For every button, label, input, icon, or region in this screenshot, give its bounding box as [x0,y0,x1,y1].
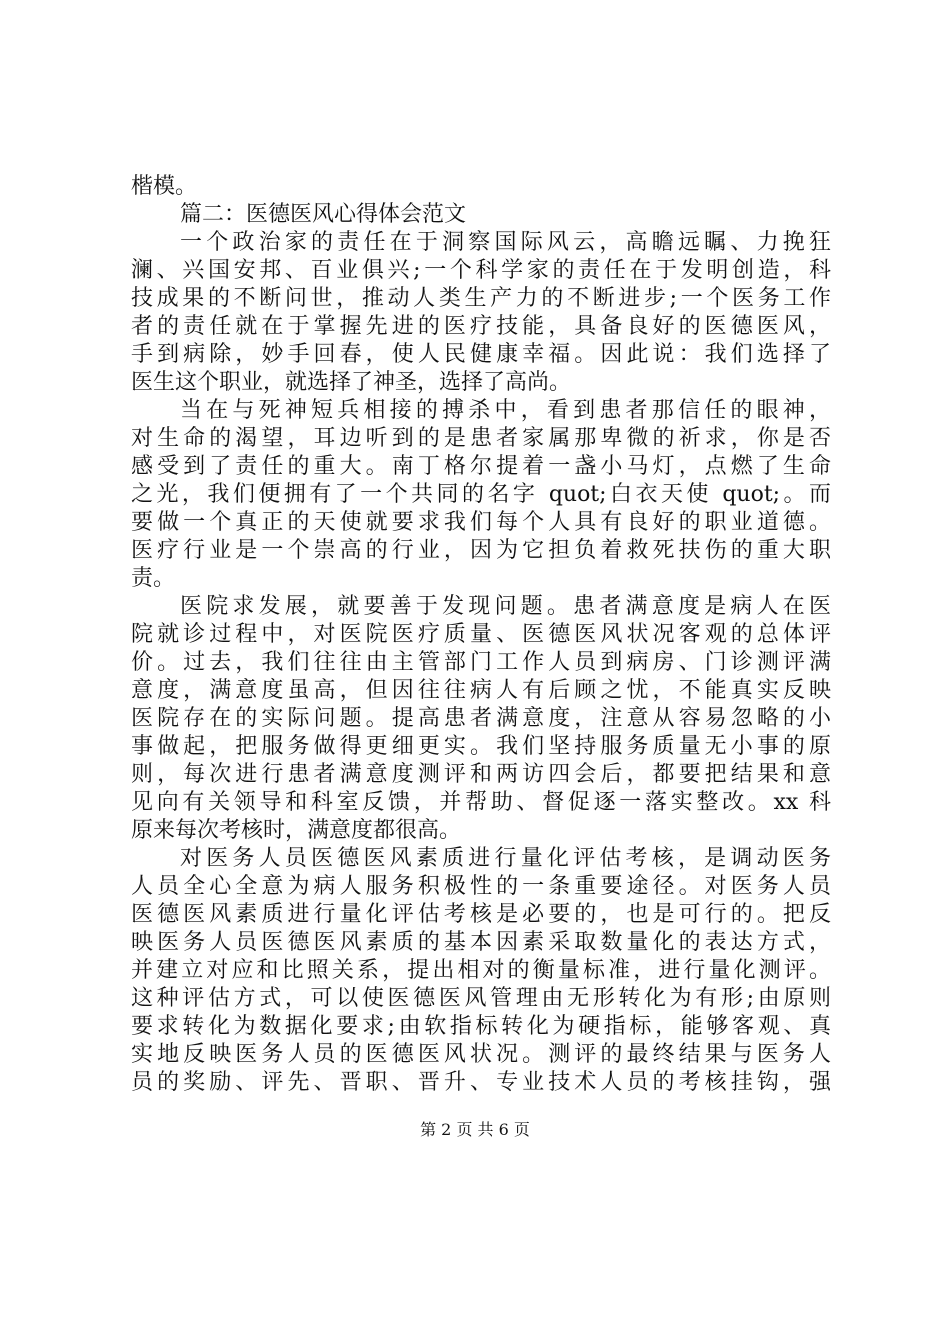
text-line: 医生这个职业，就选择了神圣，选择了高尚。 [131,370,572,395]
text-line: 责。 [131,566,176,591]
text-line: 澜、兴国安邦、百业俱兴;一个科学家的责任在于发明创造，科 [131,258,831,283]
text-line: 这种评估方式，可以使医德医风管理由无形转化为有形;由原则 [131,986,831,1011]
text-line: 要做一个真正的天使就要求我们每个人具有良好的职业道德。 [131,510,831,535]
text-line: 原来每次考核时，满意度都很高。 [131,818,462,843]
text-line: 者的责任就在于掌握先进的医疗技能，具备良好的医德医风， [131,314,831,339]
text-line: 员的奖励、评先、晋职、晋升、专业技术人员的考核挂钩，强 [131,1070,831,1095]
text-line: 价。过去，我们往往由主管部门工作人员到病房、门诊测评满 [131,650,831,675]
text-line: 对医务人员医德医风素质进行量化评估考核，是调动医务 [180,846,831,871]
text-line: 医院求发展，就要善于发现问题。患者满意度是病人在医 [180,594,831,619]
section-heading: 篇二：医德医风心得体会范文 [180,202,467,227]
text-line: 医德医风素质进行量化评估考核是必要的，也是可行的。把反 [131,902,831,927]
text-line: 实地反映医务人员的医德医风状况。测评的最终结果与医务人 [131,1042,831,1067]
text-line: 医院存在的实际问题。提高患者满意度，注意从容易忽略的小 [131,706,831,731]
text-line: 则，每次进行患者满意度测评和两访四会后，都要把结果和意 [131,762,831,787]
text-line: 意度，满意度虽高，但因往往病人有后顾之忧，不能真实反映 [131,678,831,703]
text-line: 医疗行业是一个崇高的行业，因为它担负着救死扶伤的重大职 [131,538,831,563]
text-line: 手到病除，妙手回春，使人民健康幸福。因此说：我们选择了 [131,342,831,367]
text-line: 要求转化为数据化要求;由软指标转化为硬指标，能够客观、真 [131,1014,831,1039]
text-line: 楷模。 [131,174,198,199]
text-line: 对生命的渴望，耳边听到的是患者家属那卑微的祈求，你是否 [131,426,831,451]
text-line: 之光，我们便拥有了一个共同的名字 quot;白衣天使 quot;。而 [131,482,831,507]
text-line: 事做起，把服务做得更细更实。我们坚持服务质量无小事的原 [131,734,831,759]
text-line: 院就诊过程中，对医院医疗质量、医德医风状况客观的总体评 [131,622,831,647]
text-line: 当在与死神短兵相接的搏杀中，看到患者那信任的眼神， [180,398,831,423]
text-line: 感受到了责任的重大。南丁格尔提着一盏小马灯，点燃了生命 [131,454,831,479]
text-line: 一个政治家的责任在于洞察国际风云，高瞻远瞩、力挽狂 [180,230,831,255]
text-line: 映医务人员医德医风素质的基本因素采取数量化的表达方式， [131,930,831,955]
text-line: 技成果的不断问世，推动人类生产力的不断进步;一个医务工作 [131,286,831,311]
text-line: 人员全心全意为病人服务积极性的一条重要途径。对医务人员 [131,874,831,899]
text-line: 并建立对应和比照关系，提出相对的衡量标准，进行量化测评。 [131,958,831,983]
page-footer: 第 2 页 共 6 页 [420,1120,530,1139]
text-line: 见向有关领导和科室反馈，并帮助、督促逐一落实整改。xx 科 [131,790,831,815]
